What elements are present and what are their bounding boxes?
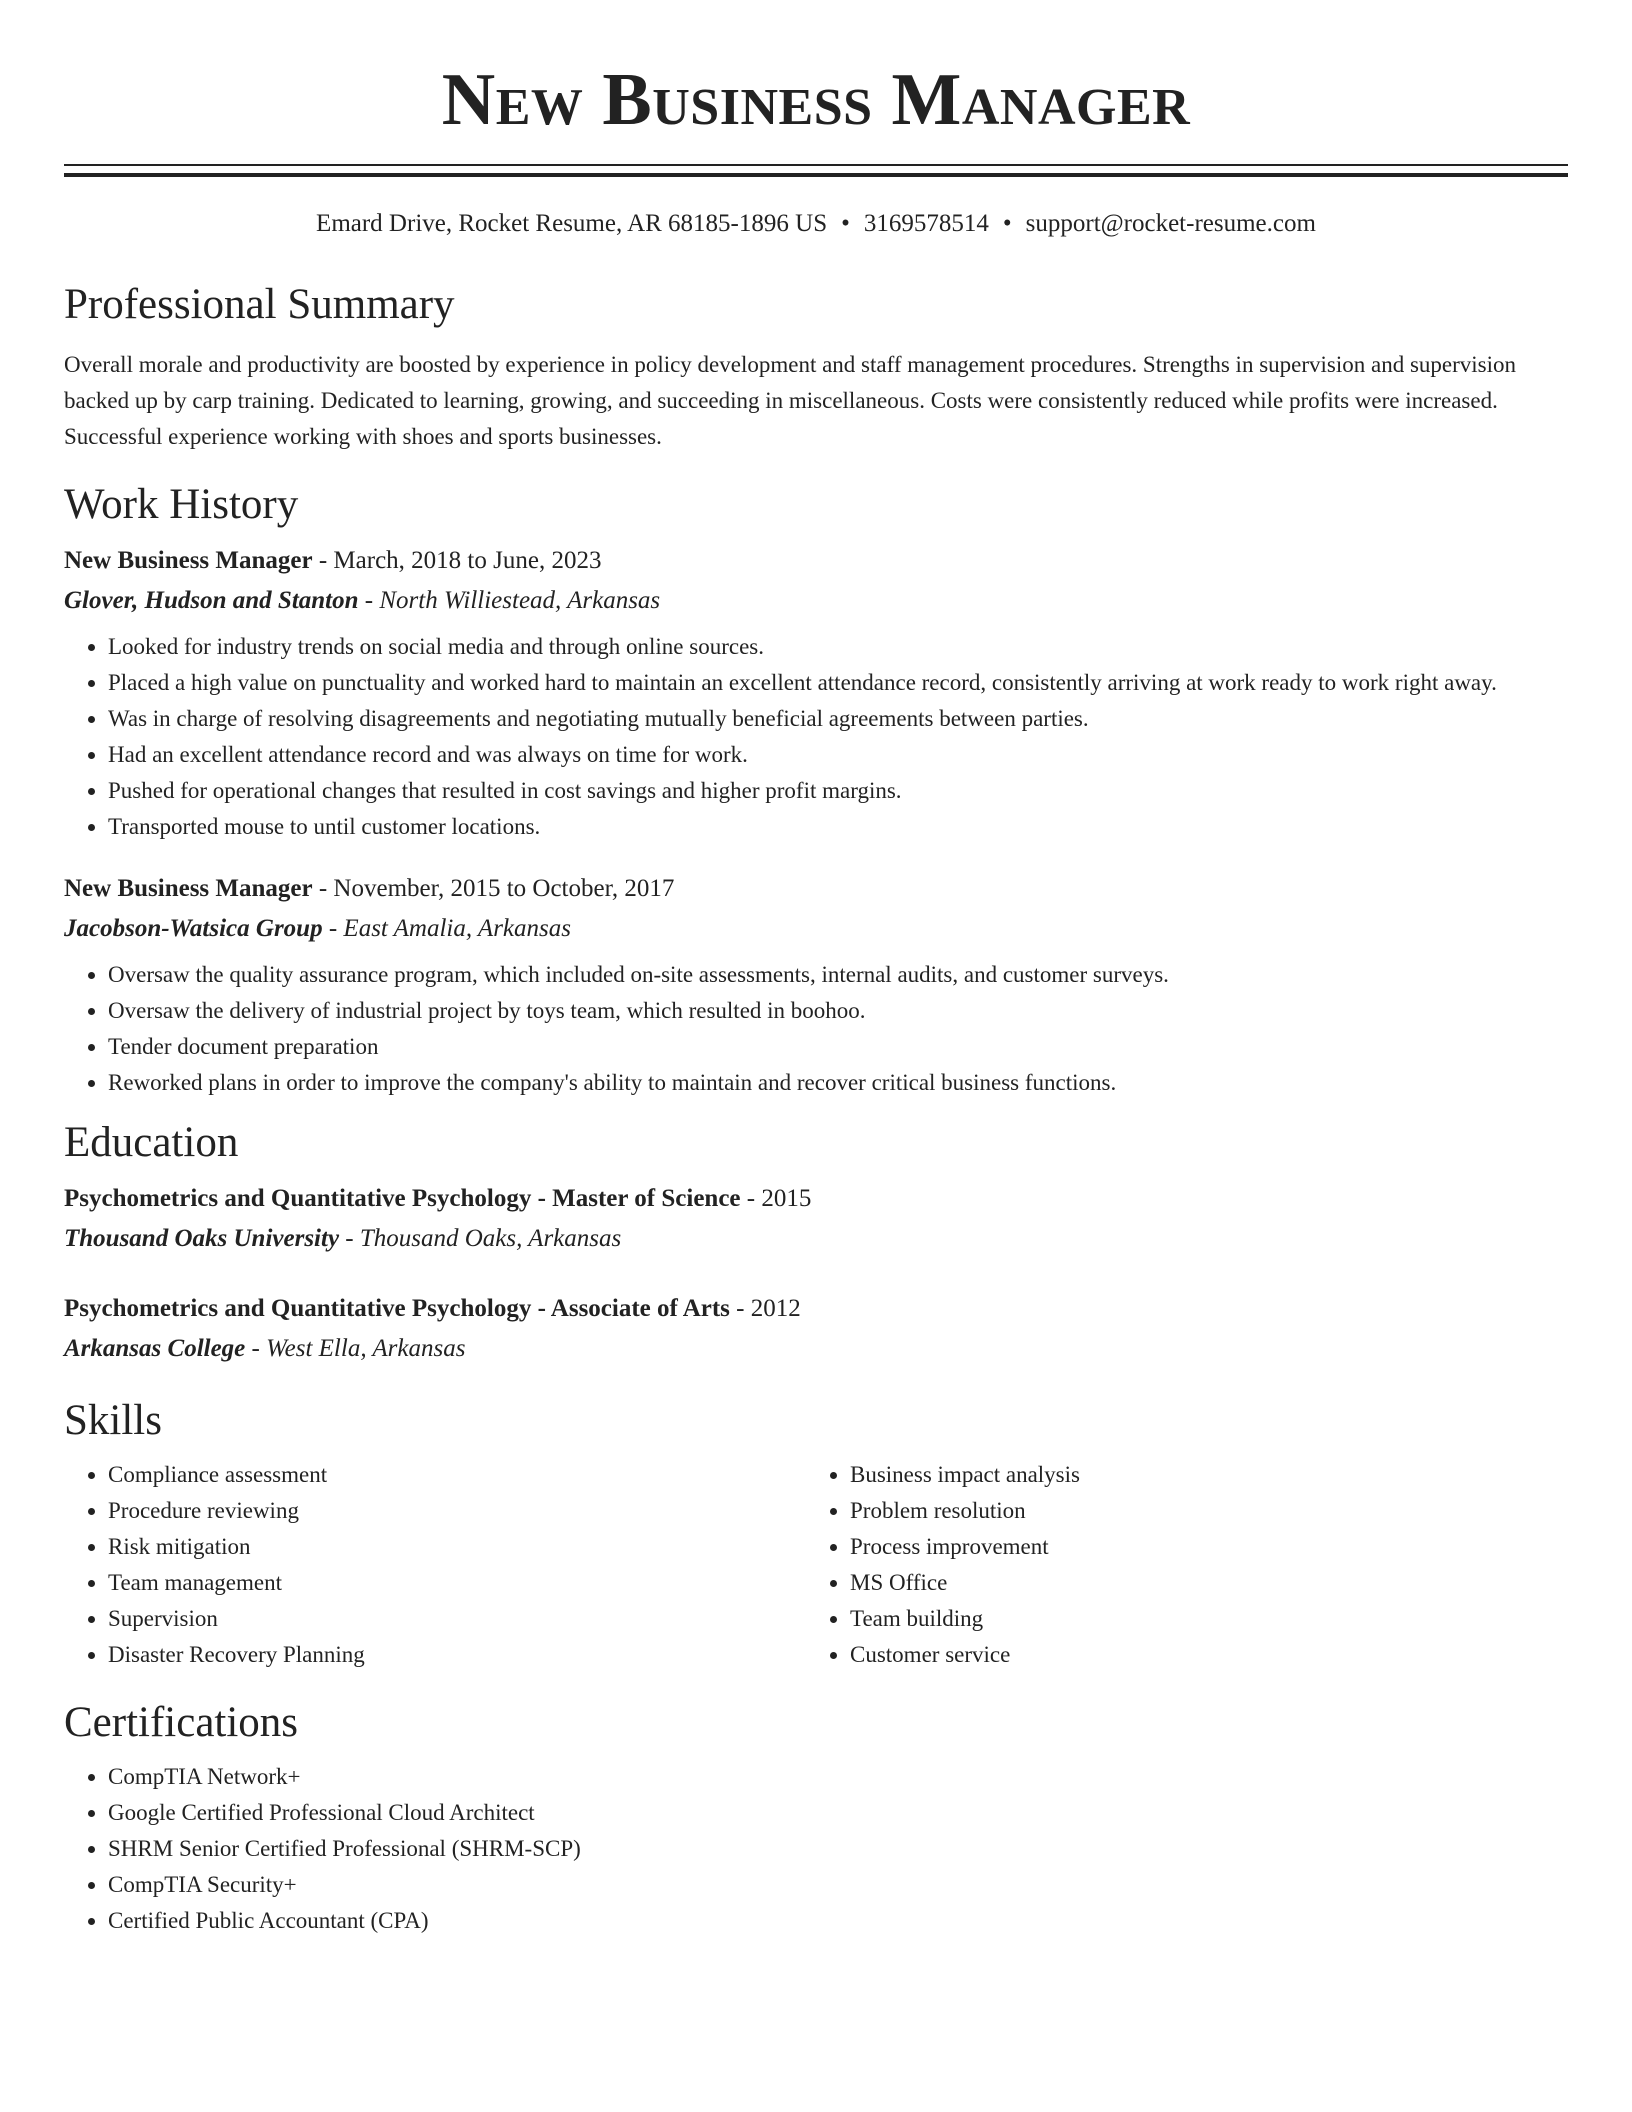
certification-item: • Certified Public Accountant (CPA) <box>108 1903 1568 1939</box>
education-entry <box>64 1289 1568 1369</box>
contact-address: Emard Drive, Rocket Resume, AR 68185-1896 US <box>316 210 828 237</box>
divider-thin-line <box>64 164 1568 166</box>
certification-item: • CompTIA Network+ <box>108 1759 1568 1795</box>
job-company: Glover, Hudson and Stanton <box>64 587 359 614</box>
certification-item: • CompTIA Security+ <box>108 1867 1568 1903</box>
education-year: - 2012 <box>729 1295 801 1322</box>
skill-item: • Procedure reviewing <box>108 1493 806 1529</box>
job-title: New Business Manager <box>64 875 313 902</box>
skill-item: • Risk mitigation <box>108 1529 806 1565</box>
job-company: Jacobson-Watsica Group <box>64 915 323 942</box>
skills-column-left <box>64 1449 806 1673</box>
job-duty: • Oversaw the quality assurance program, which included on-site assessments, internal audits, and customer surveys. <box>108 957 1568 993</box>
skill-item: • Team building <box>850 1601 1548 1637</box>
job-title: New Business Manager <box>64 547 313 574</box>
skills-list <box>806 1457 1548 1673</box>
job-duty: • Transported mouse to until customer locations. <box>108 809 1568 845</box>
job-location: - East Amalia, Arkansas <box>322 915 571 942</box>
certification-item: • SHRM Senior Certified Professional (SHRM-SCP) <box>108 1831 1568 1867</box>
divider-thick-line <box>64 173 1568 177</box>
job-company-line <box>64 909 1568 949</box>
job-duty: • Pushed for operational changes that resulted in cost savings and higher profit margins. <box>108 773 1568 809</box>
education-heading: Education <box>64 1119 239 1166</box>
skill-item: • Business impact analysis <box>850 1457 1548 1493</box>
certifications-section <box>64 1695 1568 1939</box>
work-history-heading: Work History <box>64 481 299 528</box>
job-entry <box>64 541 1568 845</box>
skill-item: • Team management <box>108 1565 806 1601</box>
skills-heading: Skills <box>64 1397 162 1444</box>
skills-list <box>64 1457 806 1673</box>
education-section <box>64 1115 1568 1369</box>
job-location: - North Williestead, Arkansas <box>358 587 661 614</box>
job-duty: • Was in charge of resolving disagreements and negotiating mutually beneficial agreements between parties. <box>108 701 1568 737</box>
education-location: - Thousand Oaks, Arkansas <box>339 1225 622 1252</box>
summary-section <box>64 277 1568 455</box>
job-title-line <box>64 541 1568 581</box>
job-duty: • Tender document preparation <box>108 1029 1568 1065</box>
skills-section <box>64 1393 1568 1673</box>
education-year: - 2015 <box>740 1185 812 1212</box>
skill-item: • MS Office <box>850 1565 1548 1601</box>
contact-line <box>64 207 1568 241</box>
job-duties <box>64 629 1568 845</box>
job-duties <box>64 957 1568 1101</box>
education-location: - West Ella, Arkansas <box>245 1335 466 1362</box>
job-dates: - March, 2018 to June, 2023 <box>312 547 602 574</box>
skill-item: • Problem resolution <box>850 1493 1548 1529</box>
skill-item: • Supervision <box>108 1601 806 1637</box>
summary-heading: Professional Summary <box>64 281 455 328</box>
education-degree: Psychometrics and Quantitative Psychology - Associate of Arts <box>64 1295 730 1322</box>
contact-separator: • <box>841 210 850 237</box>
education-entry <box>64 1179 1568 1259</box>
header-divider <box>64 164 1568 177</box>
job-duty: • Placed a high value on punctuality and worked hard to maintain an excellent attendance record, consistently arriving at work ready to work right away. <box>108 665 1568 701</box>
education-school: Arkansas College <box>64 1335 246 1362</box>
education-school: Thousand Oaks University <box>64 1225 340 1252</box>
education-degree-line <box>64 1179 1568 1219</box>
summary-text: Overall morale and productivity are boosted by experience in policy development and staff management procedures. Strengths in supervision and supervision backed up by carp training. Dedicated to learning, growing, and succeeding in miscellaneous. Costs were consistently reduced while profits were increased. Successful experience working with shoes and sports businesses. <box>64 352 1516 449</box>
certifications-heading: Certifications <box>64 1699 299 1746</box>
contact-separator: • <box>1002 210 1012 237</box>
education-degree-line <box>64 1289 1568 1329</box>
resume-name: New Business Manager <box>441 59 1191 141</box>
job-duty: • Had an excellent attendance record and was always on time for work. <box>108 737 1568 773</box>
education-school-line <box>64 1219 1568 1259</box>
certification-item: • Google Certified Professional Cloud Architect <box>108 1795 1568 1831</box>
skills-column-right <box>806 1449 1548 1673</box>
skill-item: • Process improvement <box>850 1529 1548 1565</box>
job-duty: • Reworked plans in order to improve the company's ability to maintain and recover critical business functions. <box>108 1065 1568 1101</box>
job-dates: - November, 2015 to October, 2017 <box>312 875 675 902</box>
job-title-line <box>64 869 1568 909</box>
skill-item: • Disaster Recovery Planning <box>108 1637 806 1673</box>
education-degree: Psychometrics and Quantitative Psychology - Master of Science <box>64 1185 741 1212</box>
education-school-line <box>64 1329 1568 1369</box>
skills-columns <box>64 1449 1568 1673</box>
work-history-section <box>64 477 1568 1101</box>
job-entry <box>64 869 1568 1101</box>
certifications-list <box>64 1759 1568 1939</box>
job-duty: • Looked for industry trends on social media and through online sources. <box>108 629 1568 665</box>
job-company-line <box>64 581 1568 621</box>
contact-phone: 3169578514 <box>863 210 989 237</box>
skill-item: • Compliance assessment <box>108 1457 806 1493</box>
skill-item: • Customer service <box>850 1637 1548 1673</box>
job-duty: • Oversaw the delivery of industrial project by toys team, which resulted in boohoo. <box>108 993 1568 1029</box>
contact-email: support@rocket-resume.com <box>1025 210 1316 237</box>
